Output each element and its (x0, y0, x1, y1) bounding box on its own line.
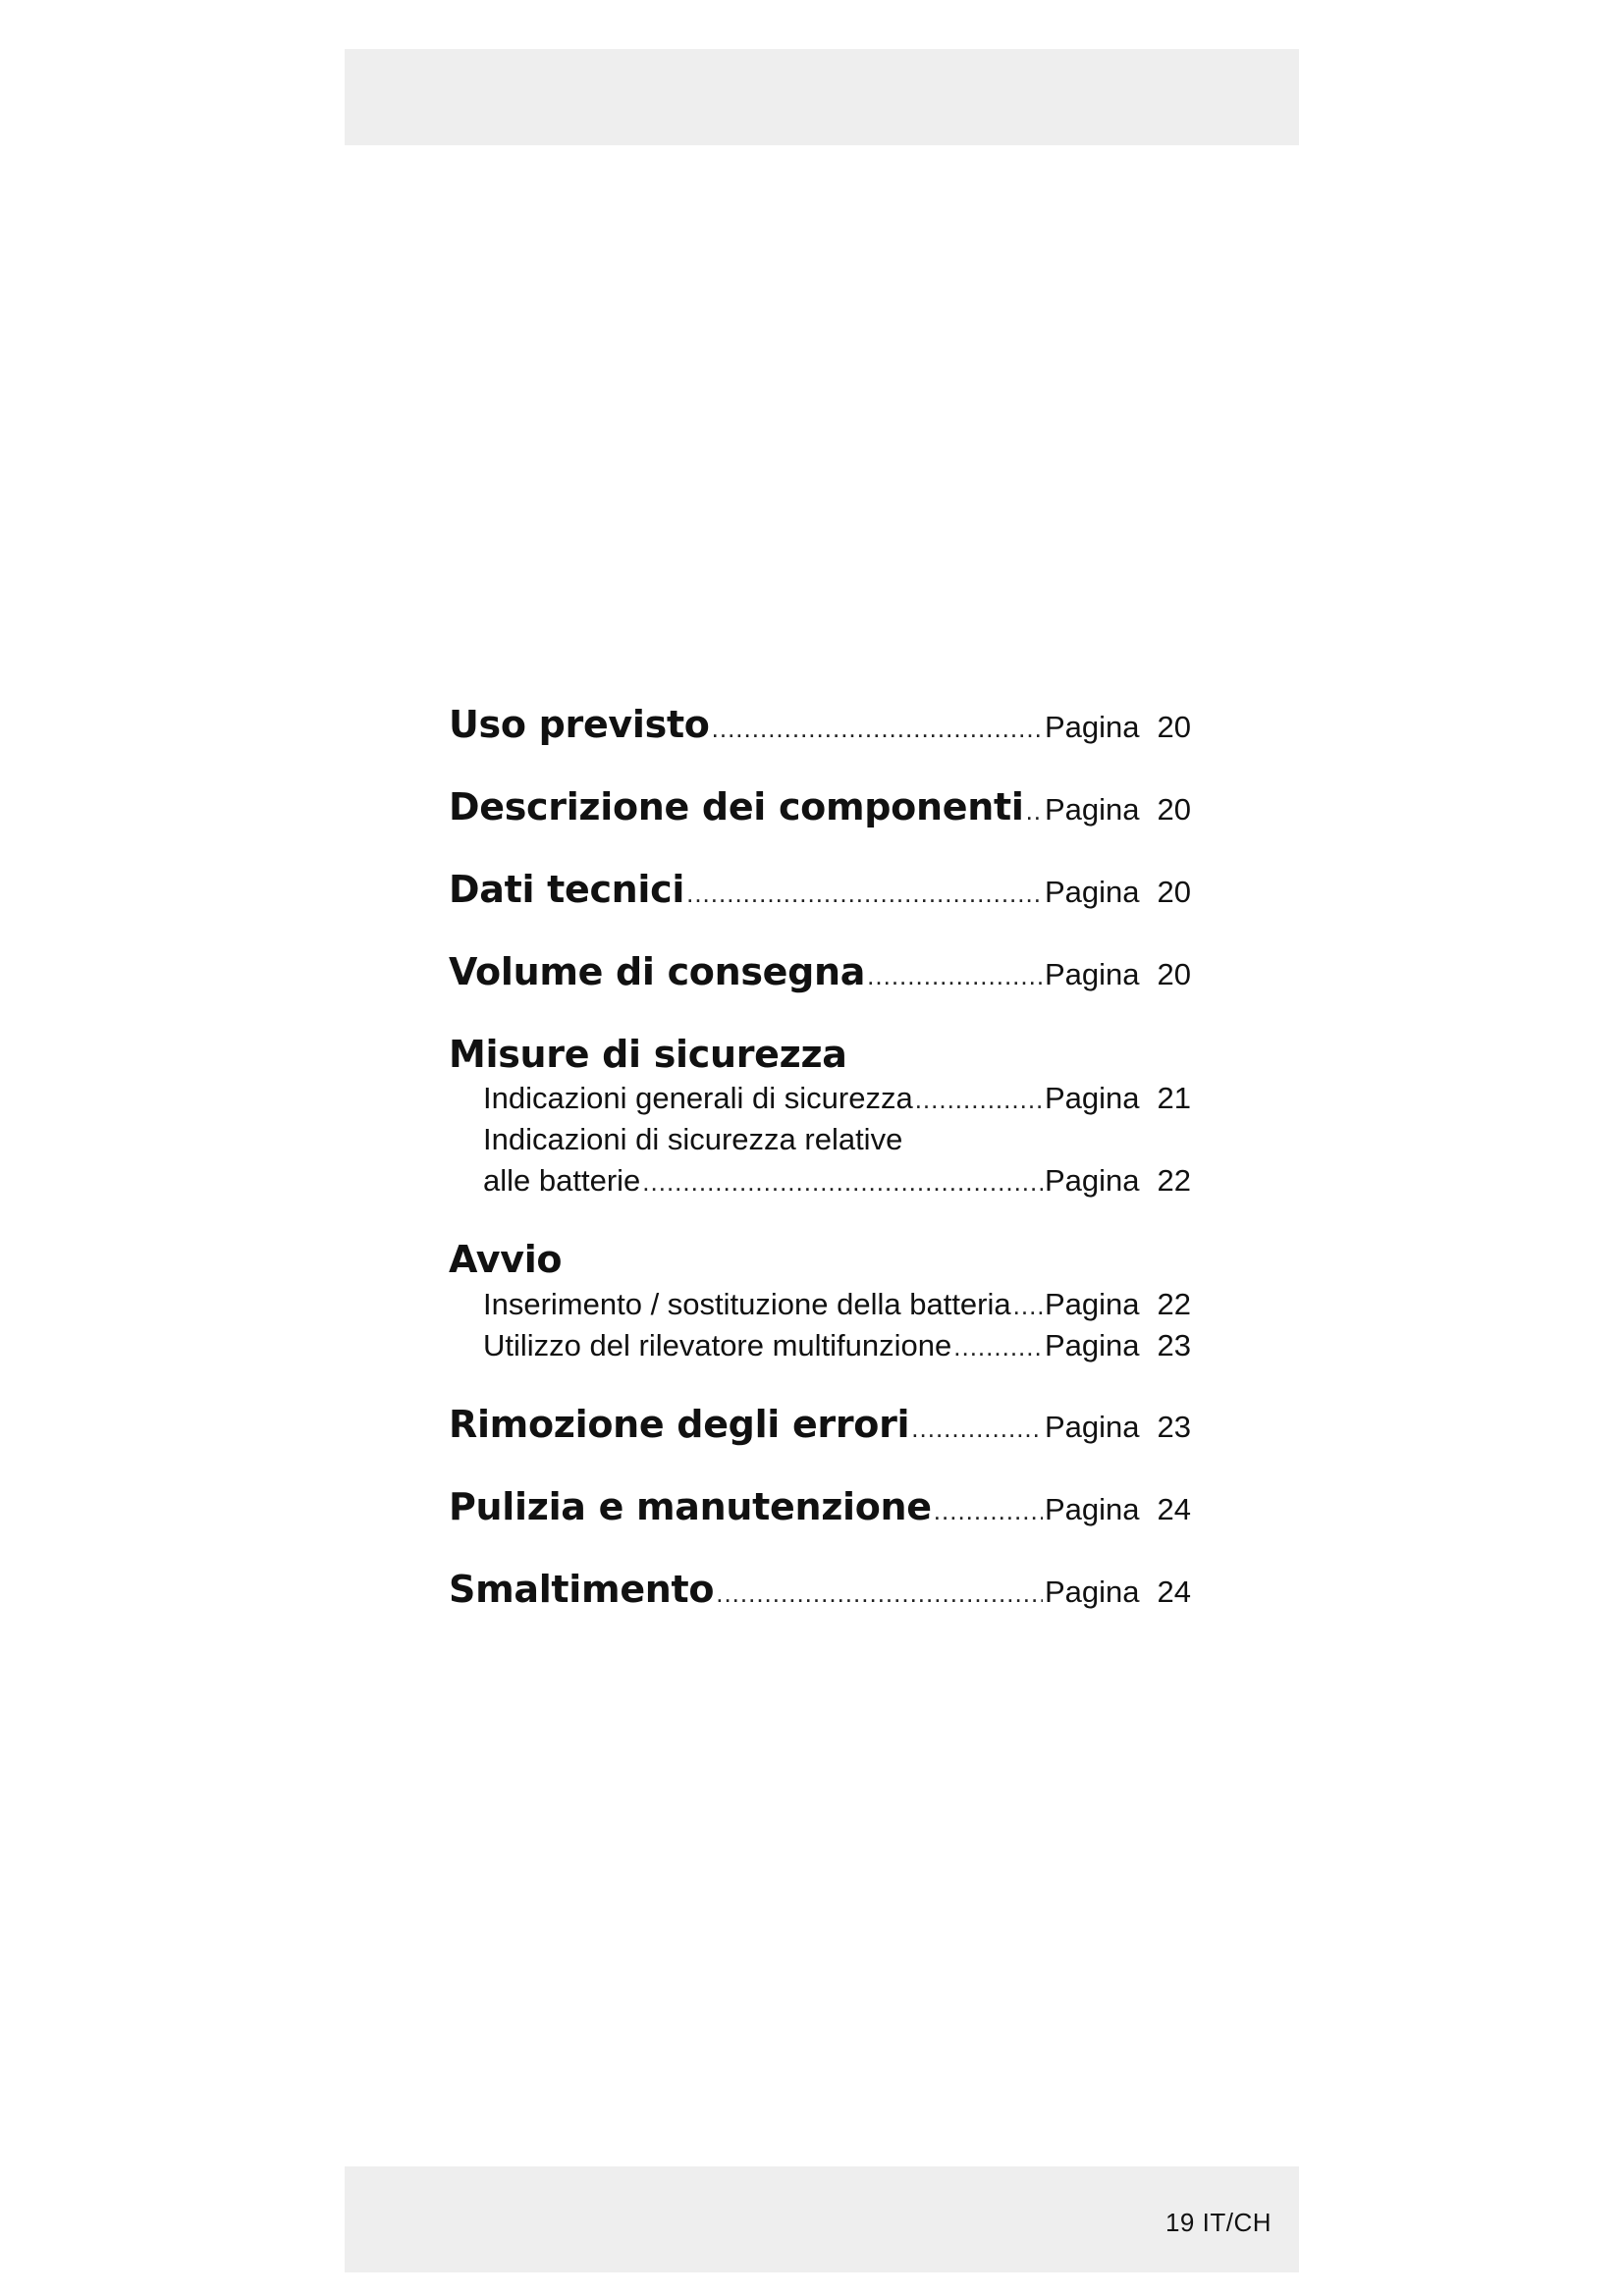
toc-subentry-title: Utilizzo del rilevatore multifunzione (483, 1328, 952, 1362)
toc-entry-title: Uso previsto (449, 703, 710, 746)
toc-entry-title: Dati tecnici (449, 868, 685, 911)
footer-band (345, 2166, 1299, 2272)
toc-entry-rimozione[interactable] (449, 1403, 1191, 1446)
dot-leader (686, 879, 1043, 909)
toc-subentry-batterie[interactable] (483, 1163, 1191, 1199)
toc-entry-smaltimento[interactable] (449, 1568, 1191, 1611)
toc-heading-misure: Misure di sicurezza (449, 1033, 847, 1076)
toc-page-ref: Pagina 23 (1044, 1328, 1191, 1362)
toc-page-ref: Pagina 22 (1044, 1287, 1191, 1321)
toc-page-ref: Pagina 20 (1044, 792, 1191, 827)
toc-entry-title: Volume di consegna (449, 950, 866, 993)
dot-leader (1026, 796, 1043, 827)
toc-subentry-batterie-line1[interactable]: Indicazioni di sicurezza relative (483, 1122, 903, 1156)
toc-page-ref: Pagina 24 (1044, 1492, 1191, 1526)
dot-leader (716, 1578, 1043, 1609)
dot-leader (712, 714, 1043, 744)
toc-entry-title: Smaltimento (449, 1568, 715, 1611)
toc-subentry-utilizzo[interactable] (483, 1328, 1191, 1363)
toc-subentry-title: alle batterie (483, 1163, 641, 1198)
toc-page-ref: Pagina 23 (1044, 1410, 1191, 1444)
dot-leader (867, 961, 1043, 991)
toc-page-ref: Pagina 20 (1044, 957, 1191, 991)
toc-entry-dati-tecnici[interactable] (449, 868, 1191, 911)
dot-leader (642, 1167, 1043, 1198)
toc-entry-pulizia[interactable] (449, 1485, 1191, 1528)
toc-entry-title: Pulizia e manutenzione (449, 1485, 932, 1528)
dot-leader (953, 1332, 1043, 1362)
toc-page-ref: Pagina 20 (1044, 875, 1191, 909)
header-band (345, 49, 1299, 145)
toc-subentry-title: Indicazioni generali di sicurezza (483, 1081, 913, 1115)
toc-subentry-title: Inserimento / sostituzione della batteria (483, 1287, 1011, 1321)
toc-heading-avvio: Avvio (449, 1238, 563, 1281)
toc-entry-descrizione[interactable] (449, 785, 1191, 828)
page-number-label: 19 IT/CH (1164, 2208, 1272, 2237)
toc-subentry-indicazioni-generali[interactable] (483, 1081, 1191, 1116)
dot-leader (934, 1496, 1043, 1526)
dot-leader (915, 1085, 1043, 1115)
dot-leader (1013, 1291, 1043, 1321)
toc-entry-title: Descrizione dei componenti (449, 785, 1024, 828)
toc-subentry-inserimento[interactable] (483, 1287, 1191, 1322)
toc-page-ref: Pagina 20 (1044, 710, 1191, 744)
toc-page-ref: Pagina 21 (1044, 1081, 1191, 1115)
toc-entry-uso-previsto[interactable] (449, 703, 1191, 746)
toc-page-ref: Pagina 24 (1044, 1575, 1191, 1609)
dot-leader (911, 1414, 1043, 1444)
toc-page-ref: Pagina 22 (1044, 1163, 1191, 1198)
toc-entry-title: Rimozione degli errori (449, 1403, 910, 1446)
toc-entry-volume[interactable] (449, 950, 1191, 993)
